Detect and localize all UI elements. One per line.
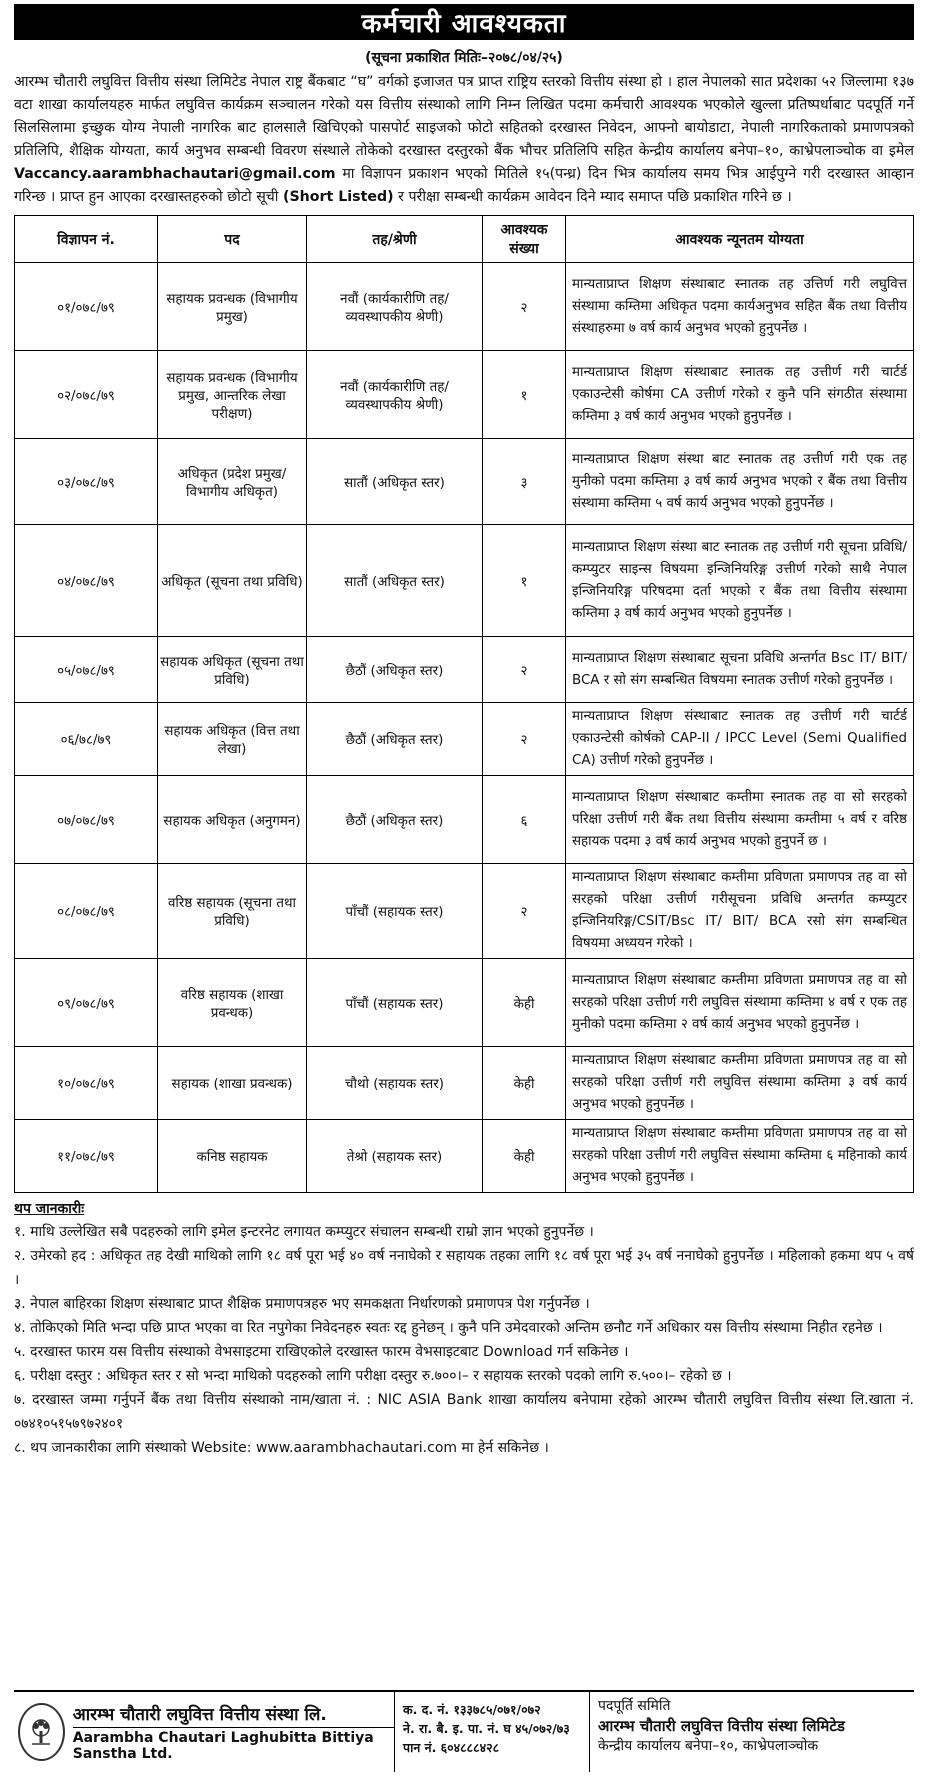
reg-nrb: ने. रा. बै. इ. पा. नं. घ ४५/०७२/७३ [403, 1721, 570, 1736]
table-row [15, 439, 914, 525]
brand-name-en: Aarambha Chautari Laghubitta Bittiya Sanstha Ltd. [73, 1727, 394, 1762]
office-address: केन्द्रीय कार्यालय बनेपा–१०, काभ्रेपलाञ्चोक [598, 1738, 819, 1754]
signatory [590, 1692, 914, 1772]
header-level: तह/श्रेणी [307, 216, 483, 263]
cell-level: तेश्रो (सहायक स्तर) [307, 1120, 483, 1193]
cell-level: छैठौं (अधिकृत स्तर) [307, 703, 483, 776]
table-row [15, 525, 914, 637]
cell-qualification: मान्यताप्राप्त शिक्षण संस्था बाट स्नातक तह उत्तीर्ण गरी सूचना प्रविधि/कम्प्युटर साइन्स विषयमा इन्जिनियरिङ्ग उत्तीर्ण गरेको साथै नेपाल इन्जिनियरिङ्ग परिषदमा दर्ता भएको र बैंक तथा वित्तीय संस्थामा कम्तिमा ३ वर्ष कार्य अनुभव भएको हुनुपर्नेछ । [566, 525, 914, 637]
cell-count: २ [483, 263, 566, 351]
cell-ad-no: ०७/०७८/७९ [15, 776, 158, 864]
cell-level: छैठौं (अधिकृत स्तर) [307, 776, 483, 864]
cell-qualification: मान्यताप्राप्त शिक्षण संस्था बाट स्नातक तह उत्तीर्ण गरी एक तह मुनीको पदमा कम्तिमा ३ वर्ष कार्य अनुभव भएको र बैंक तथा वित्तीय संस्थामा कम्तिमा ५ वर्ष कार्य अनुभव भएको हुनुपर्नेछ । [566, 439, 914, 525]
organization-full-name: आरम्भ चौतारी लघुवित्त वित्तीय संस्था लिमिटेड [598, 1717, 845, 1735]
footer-brand [14, 1692, 395, 1772]
cell-qualification: मान्यताप्राप्त शिक्षण संस्थाबाट कम्तीमा प्रविणता प्रमाणपत्र तह वा सो सरहको परिक्षा उत्तीर्ण गरी लघुवित्त संस्थामा कम्तिमा ४ वर्ष र एक तह मुनीको पदमा कम्तिमा २ वर्ष कार्य अनुभव भएको हुनुपर्नेछ । [566, 959, 914, 1047]
cell-count: १ [483, 525, 566, 637]
cell-qualification: मान्यताप्राप्त शिक्षण संस्थाबाट स्नातक तह उत्तीर्ण गरी चार्टर्ड एकाउन्टेसी कोर्षमा CA उत्तीर्ण गरेको र कुनै पनि संगठीत संस्थामा कम्तिमा ३ वर्ष कार्य अनुभव भएको हुनुपर्नेछ । [566, 351, 914, 439]
intro-text-3: र परीक्षा सम्बन्धी कार्यक्रम आवेदन दिने म्याद समाप्त पछि प्रकाशित गरिने छ । [393, 189, 792, 205]
cell-post: अधिकृत (सूचना तथा प्रविधि) [158, 525, 307, 637]
cell-count: २ [483, 637, 566, 703]
table-body [15, 263, 914, 1193]
intro-text-2: मा विज्ञापन प्रकाशन भएको मितिले १५(पन्ध्र) दिन भित्र कार्यालय समय भित्र आईपुग्ने गरी दरखास्त आव्हान गरिन्छ । प्राप्त हुन आएका दरखास्तहरुको छोटो सूची [14, 166, 914, 205]
vacancy-table [14, 215, 914, 1193]
cell-qualification: मान्यताप्राप्त शिक्षण संस्थाबाट सूचना प्रविधि अन्तर्गत Bsc IT/ BIT/ BCA र सो संग सम्बन्धित विषयमा स्नातक उत्तीर्ण गरेको हुनुपर्नेछ । [566, 637, 914, 703]
cell-qualification: मान्यताप्राप्त शिक्षण संस्थाबाट स्नातक तह उत्तीर्ण गरी चार्टर्ड एकाउन्टेसी कोर्षको CAP-II / IPCC Level (Semi Qualified CA) उत्तीर्ण गरेको हुनुपर्नेछ । [566, 703, 914, 776]
header-ad-no: विज्ञापन नं. [15, 216, 158, 263]
table-row [15, 1120, 914, 1193]
table-header-row [15, 216, 914, 263]
more-info-list [14, 1220, 914, 1460]
cell-post: सहायक अधिकृत (सूचना तथा प्रविधि) [158, 637, 307, 703]
cell-post: सहायक (शाखा प्रवन्धक) [158, 1047, 307, 1120]
header-count: आवश्यक संख्या [483, 216, 566, 263]
table-row [15, 637, 914, 703]
cell-ad-no: ०३/०७८/७९ [15, 439, 158, 525]
cell-ad-no: ०८/०७८/७९ [15, 864, 158, 959]
logo-seal [18, 1703, 65, 1761]
cell-level: पाँचौं (सहायक स्तर) [307, 959, 483, 1047]
cell-post: अधिकृत (प्रदेश प्रमुख/विभागीय अधिकृत) [158, 439, 307, 525]
more-info-item: ८. थप जानकारीका लागि संस्थाको Website: www.aarambhachautari.com मा हेर्न सकिनेछ । [14, 1440, 549, 1456]
tree-logo-icon [26, 1717, 56, 1747]
cell-level: नवौं (कार्यकारीणि तह/व्यवस्थापकीय श्रेणी) [307, 263, 483, 351]
cell-level: सातौं (अधिकृत स्तर) [307, 525, 483, 637]
cell-post: सहायक प्रवन्धक (विभागीय प्रमुख, आन्तरिक लेखा परीक्षण) [158, 351, 307, 439]
intro-shortlisted: (Short Listed) [282, 189, 394, 205]
cell-qualification: मान्यताप्राप्त शिक्षण संस्थाबाट कम्तीमा प्रविणता प्रमाणपत्र तह वा सो सरहको परिक्षा उत्तीर्ण गरी लघुवित्त संस्थामा कम्तिमा ६ महिनाको कार्य अनुभव भएको हुनुपर्नेछ । [566, 1120, 914, 1193]
cell-post: सहायक अधिकृत (अनुगमन) [158, 776, 307, 864]
more-info-item: १. माथि उल्लेखित सबै पदहरुको लागि इमेल इन्टरनेट लगायत कम्प्युटर संचालन सम्बन्धी राम्रो ज्ञान भएको हुनुपर्नेछ । [14, 1224, 594, 1240]
table-row [15, 1047, 914, 1120]
cell-post: कनिष्ठ सहायक [158, 1120, 307, 1193]
cell-count: केही [483, 1120, 566, 1193]
cell-ad-no: ०५/०७८/७९ [15, 637, 158, 703]
cell-ad-no: ०२/०७८/७९ [15, 351, 158, 439]
cell-post: सहायक प्रवन्धक (विभागीय प्रमुख) [158, 263, 307, 351]
table-row [15, 263, 914, 351]
cell-ad-no: ११/०७८/७९ [15, 1120, 158, 1193]
page-title: कर्मचारी आवश्यकता [14, 4, 914, 40]
table-row [15, 864, 914, 959]
reg-pan: पान नं. ६०४८८८४२८ [403, 1740, 500, 1755]
header-qualification: आवश्यक न्यूनतम योग्यता [566, 216, 914, 263]
cell-qualification: मान्यताप्राप्त शिक्षण संस्थाबाट कम्तीमा स्नातक तह वा सो सरहको परिक्षा उत्तीर्ण गरी बैंक तथा वित्तीय संस्थामा कम्तीमा ५ वर्ष र वरिष्ठ सहायक पदमा ३ वर्ष कार्य अनुभव भएको हुनुपर्ने छ । [566, 776, 914, 864]
cell-post: सहायक अधिकृत (वित्त तथा लेखा) [158, 703, 307, 776]
intro-paragraph [14, 71, 914, 209]
cell-level: सातौं (अधिकृत स्तर) [307, 439, 483, 525]
more-info-title: थप जानकारीः [14, 1201, 85, 1217]
cell-qualification: मान्यताप्राप्त शिक्षण संस्थाबाट स्नातक तह उत्तिर्ण गरी लघुवित्त संस्थामा कम्तिमा अधिकृत पदमा कार्यअनुभव सहित बैंक तथा वित्तीय संस्थाहरुमा ७ वर्ष कार्य अनुभव भएको हुनुपर्नेछ । [566, 263, 914, 351]
cell-count: ६ [483, 776, 566, 864]
brand-name-np: आरम्भ चौतारी लघुवित्त वित्तीय संस्था लि. [72, 1705, 327, 1725]
cell-ad-no: ०६/७८/७९ [15, 703, 158, 776]
cell-count: केही [483, 1047, 566, 1120]
table-row [15, 776, 914, 864]
vacancy-notice [0, 4, 928, 1777]
more-info-item: ३. नेपाल बाहिरका शिक्षण संस्थाबाट प्राप्त शैक्षिक प्रमाणपत्रहरु भए समकक्षता निर्धारणको प्रमाणपत्र पेश गर्नुपर्नेछ । [14, 1296, 590, 1312]
more-info-item: २. उमेरको हद : अधिकृत तह देखी माथिको लागि १८ वर्ष पूरा भई ४० वर्ष ननाघेको र सहायक तहका लागि १८ वर्ष पूरा भई ३५ वर्ष ननाघेको हुनुपर्नेछ । महिलाको हकमा थप ५ वर्ष । [14, 1248, 914, 1288]
more-info-item: ६. परीक्षा दस्तुर : अधिकृत स्तर र सो भन्दा माथिको पदहरुको लागि परीक्षा दस्तुर रु.७००।– र सहायक स्तरको पदको लागि रु.५००।– रहेको छ । [14, 1368, 732, 1384]
table-row [15, 959, 914, 1047]
committee-name: पदपूर्ति समिति [598, 1698, 671, 1714]
registration-info [395, 1692, 590, 1772]
cell-count: १ [483, 351, 566, 439]
published-date: (सूचना प्रकाशित मितिः–२०७८/०४/२५) [365, 50, 563, 66]
cell-ad-no: ०१/०७८/७९ [15, 263, 158, 351]
table-row [15, 351, 914, 439]
cell-level: छैठौं (अधिकृत स्तर) [307, 637, 483, 703]
cell-count: केही [483, 959, 566, 1047]
footer [14, 1690, 914, 1772]
cell-post: वरिष्ठ सहायक (सूचना तथा प्रविधि) [158, 864, 307, 959]
header-post: पद [158, 216, 307, 263]
cell-level: नवौं (कार्यकारीणि तह/व्यवस्थापकीय श्रेणी) [307, 351, 483, 439]
intro-email: Vaccancy.aarambhachautari@gmail.com [14, 166, 336, 182]
cell-qualification: मान्यताप्राप्त शिक्षण संस्थाबाट कम्तीमा प्रविणता प्रमाणपत्र तह वा सो सरहको परिक्षा उत्तीर्ण गरी लघुवित्त संस्थामा कम्तिमा ३ वर्ष कार्य अनुभव भएको हुनुपर्नेछ । [566, 1047, 914, 1120]
reg-company: क. द. नं. १३३७८५/०७१/०७२ [403, 1702, 541, 1717]
cell-level: चौथो (सहायक स्तर) [307, 1047, 483, 1120]
cell-level: पाँचौं (सहायक स्तर) [307, 864, 483, 959]
cell-ad-no: ०४/०७८/७९ [15, 525, 158, 637]
more-info-item: ५. दरखास्त फारम यस वित्तीय संस्थाको वेभसाइटमा राखिएकोले दरखास्त फारम वेभसाइटबाट Download गर्न सकिनेछ । [14, 1344, 629, 1360]
cell-post: वरिष्ठ सहायक (शाखा प्रवन्धक) [158, 959, 307, 1047]
cell-count: २ [483, 864, 566, 959]
intro-text-1: आरम्भ चौतारी लघुवित्त वित्तीय संस्था लिमिटेड नेपाल राष्ट्र बैंकबाट “घ” वर्गको इजाजत पत्र प्राप्त राष्ट्रिय स्तरको वित्तीय संस्था हो । हाल नेपालको सात प्रदेशका ५२ जिल्लामा १३७ वटा शाखा कार्यालयहरु मार्फत लघुवित्त कार्यक्रम सञ्चालन गरेको यस वित्तीय संस्थाको लागि निम्न लिखित पदमा कर्मचारी आवश्यक भएकोले खुल्ला प्रतिष्पर्धाबाट पदपूर्ति गर्ने सिलसिलामा इच्छुक योग्य नेपाली नागरिक बाट हालसालै खिचिएको पासपोर्ट साइजको फोटो सहितको दरखास्त निवेदन, आफ्नो बायोडाटा, नेपाली नागरिकताको प्रमाणपत्रको प्रतिलिपि, शैक्षिक योग्यता, कार्य अनुभव सम्बन्धी विवरण संस्थाले तोकेको दरखास्त दस्तुरको बैंक भौचर प्रतिलिपि सहित केन्द्रीय कार्यालय बनेपा–१०, काभ्रेपलाञ्चोक वा इमेल [14, 74, 914, 159]
cell-count: ३ [483, 439, 566, 525]
more-info-item: ४. तोकिएको मिति भन्दा पछि प्राप्त भएका वा रित नपुगेका निवेदनहरु स्वतः रद्द हुनेछन् । कुनै पनि उमेदवारको अन्तिम छनौट गर्ने अधिकार यस वित्तीय संस्थामा निहीत रहनेछ । [14, 1320, 883, 1336]
cell-qualification: मान्यताप्राप्त शिक्षण संस्थाबाट कम्तीमा प्रविणता प्रमाणपत्र तह वा सो सरहको परिक्षा उत्तीर्ण गरीसूचना प्रविधि अन्तर्गत कम्प्युटर इन्जिनियरिङ्ग/CSIT/Bsc IT/ BIT/ BCA रसो संग सम्बन्धित विषयमा अध्ययन गरेको । [566, 864, 914, 959]
brand-text [73, 1702, 394, 1762]
more-info-item: ७. दरखास्त जम्मा गर्नुपर्ने बैंक तथा वित्तीय संस्थाको नाम/खाता नं. : NIC ASIA Bank शाखा कार्यालय बनेपामा रहेको आरम्भ चौतारी लघुवित्त वित्तीय संस्था लि.खाता नं. ०७४१०५१५७९७२४०१ [14, 1392, 914, 1432]
cell-ad-no: १०/०७८/७९ [15, 1047, 158, 1120]
cell-count: २ [483, 703, 566, 776]
table-row [15, 703, 914, 776]
cell-ad-no: ०९/०७८/७९ [15, 959, 158, 1047]
